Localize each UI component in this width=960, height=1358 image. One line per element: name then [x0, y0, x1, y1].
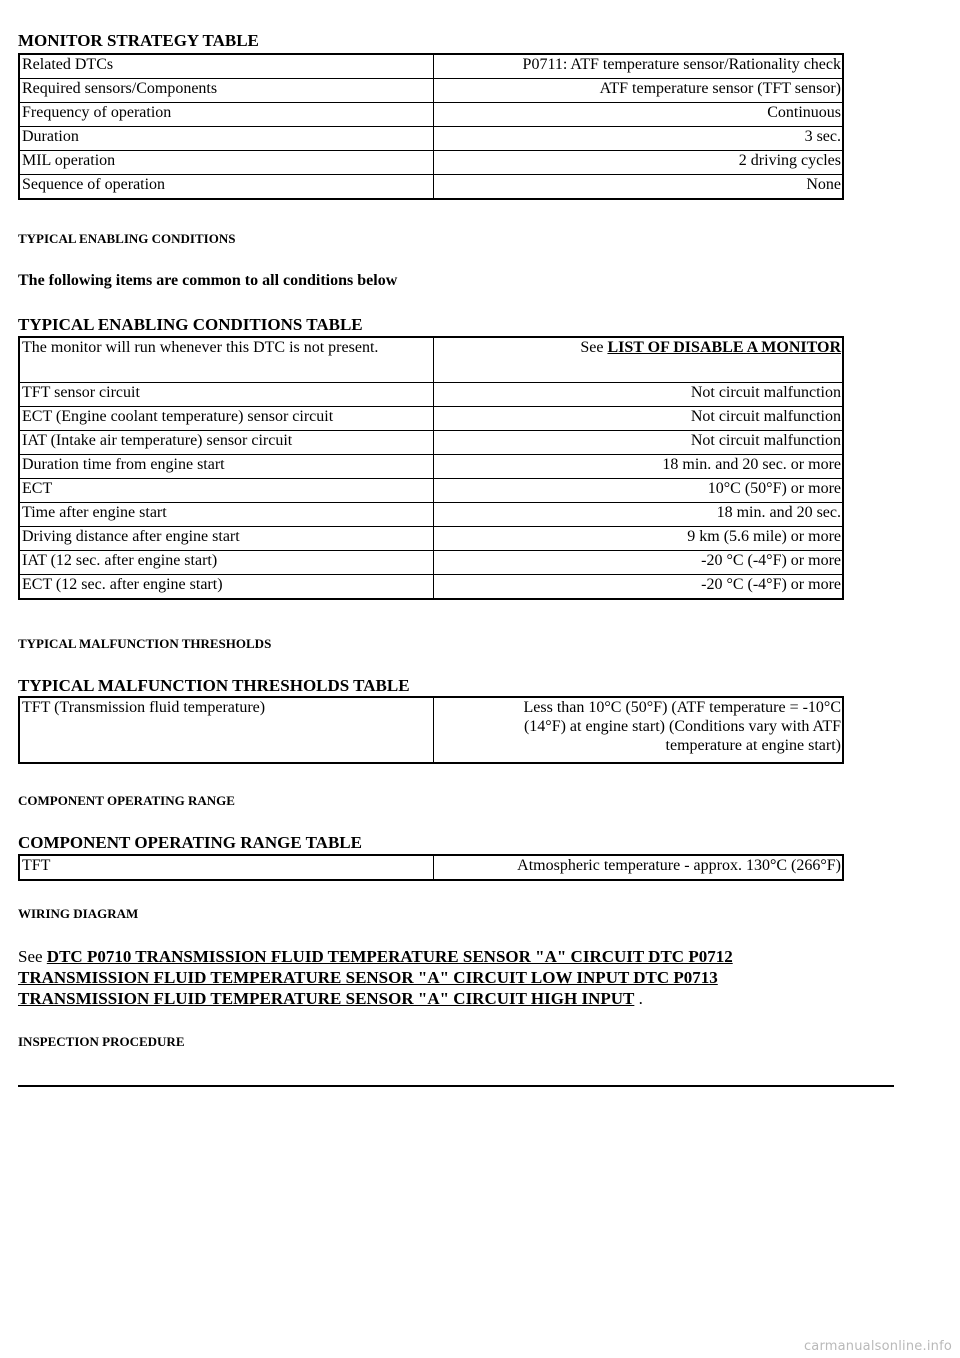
enabling-table — [18, 336, 844, 600]
table-cell: 3 sec. — [434, 127, 844, 151]
table-cell: ECT (12 sec. after engine start) — [19, 575, 434, 600]
table-row — [19, 337, 843, 383]
disable-monitor-link[interactable]: LIST OF DISABLE A MONITOR — [607, 339, 841, 356]
table-cell: Continuous — [434, 103, 844, 127]
enabling-table-title: TYPICAL ENABLING CONDITIONS TABLE — [18, 315, 363, 334]
value-line: temperature at engine start) — [665, 737, 841, 754]
table-row — [19, 697, 843, 763]
table-row — [19, 383, 843, 407]
table-cell: MIL operation — [19, 151, 434, 175]
dtc-p0710-link[interactable]: DTC P0710 TRANSMISSION FLUID TEMPERATURE SENSOR "A" CIRCUIT DTC P0712 TRANSMISSION FLUID TEMPERATURE SENSOR "A" CIRCUIT LOW INPUT DTC P0713 TRANSMISSION FLUID TEMPERATURE SENSOR "A" CIRCUIT HIGH INPUT — [18, 947, 733, 1008]
table-cell: Required sensors/Components — [19, 79, 434, 103]
table-row — [19, 407, 843, 431]
table-cell — [434, 337, 844, 383]
table-cell: Duration time from engine start — [19, 455, 434, 479]
value-line: Less than 10°C (50°F) (ATF temperature = -10°C — [523, 699, 841, 716]
monitor-strategy-title: MONITOR STRATEGY TABLE — [18, 31, 259, 50]
table-cell: Time after engine start — [19, 503, 434, 527]
table-row — [19, 175, 843, 200]
table-row — [19, 575, 843, 600]
table-cell: Related DTCs — [19, 54, 434, 79]
table-row — [19, 79, 843, 103]
table-cell: Not circuit malfunction — [434, 431, 844, 455]
table-cell: Atmospheric temperature - approx. 130°C (266°F) — [434, 855, 844, 880]
table-cell: ECT — [19, 479, 434, 503]
watermark: carmanualsonline.info — [803, 1339, 952, 1354]
table-cell: Not circuit malfunction — [434, 407, 844, 431]
see-prefix: See — [18, 947, 47, 966]
table-cell: -20 °C (-4°F) or more — [434, 551, 844, 575]
enabling-section-heading: TYPICAL ENABLING CONDITIONS — [18, 231, 236, 246]
table-cell: TFT — [19, 855, 434, 880]
table-cell: 9 km (5.6 mile) or more — [434, 527, 844, 551]
table-cell: 18 min. and 20 sec. — [434, 503, 844, 527]
table-cell: Driving distance after engine start — [19, 527, 434, 551]
operating-range-table-title: COMPONENT OPERATING RANGE TABLE — [18, 833, 362, 852]
malfunction-table — [18, 696, 844, 764]
table-cell: Frequency of operation — [19, 103, 434, 127]
table-row — [19, 455, 843, 479]
table-cell: 18 min. and 20 sec. or more — [434, 455, 844, 479]
table-row — [19, 431, 843, 455]
horizontal-divider — [18, 1085, 894, 1087]
wiring-section-heading: WIRING DIAGRAM — [18, 906, 139, 921]
table-cell: ATF temperature sensor (TFT sensor) — [434, 79, 844, 103]
table-cell: None — [434, 175, 844, 200]
table-cell: IAT (Intake air temperature) sensor circuit — [19, 431, 434, 455]
table-cell: 2 driving cycles — [434, 151, 844, 175]
operating-range-section-heading: COMPONENT OPERATING RANGE — [18, 793, 235, 808]
table-row — [19, 527, 843, 551]
table-cell: Sequence of operation — [19, 175, 434, 200]
operating-range-table — [18, 854, 844, 881]
table-cell: The monitor will run whenever this DTC is not present. — [19, 337, 434, 383]
malfunction-table-title: TYPICAL MALFUNCTION THRESHOLDS TABLE — [18, 676, 410, 695]
inspection-section-heading: INSPECTION PROCEDURE — [18, 1034, 185, 1049]
table-row — [19, 54, 843, 79]
table-cell — [434, 697, 844, 763]
table-row — [19, 151, 843, 175]
table-row — [19, 479, 843, 503]
table-cell: TFT (Transmission fluid temperature) — [19, 697, 434, 763]
wiring-see-paragraph — [18, 946, 844, 1009]
table-row — [19, 503, 843, 527]
table-cell: Not circuit malfunction — [434, 383, 844, 407]
table-cell: P0711: ATF temperature sensor/Rationality check — [434, 54, 844, 79]
malfunction-section-heading: TYPICAL MALFUNCTION THRESHOLDS — [18, 636, 272, 651]
common-conditions-note: The following items are common to all conditions below — [18, 272, 398, 289]
value-line: (14°F) at engine start) (Conditions vary with ATF — [523, 718, 841, 735]
see-prefix: See — [580, 339, 608, 356]
monitor-strategy-table — [18, 53, 844, 200]
table-row — [19, 127, 843, 151]
see-suffix: . — [634, 989, 643, 1008]
table-cell: -20 °C (-4°F) or more — [434, 575, 844, 600]
table-cell: 10°C (50°F) or more — [434, 479, 844, 503]
table-cell: Duration — [19, 127, 434, 151]
table-cell: IAT (12 sec. after engine start) — [19, 551, 434, 575]
table-row — [19, 103, 843, 127]
table-cell: ECT (Engine coolant temperature) sensor circuit — [19, 407, 434, 431]
table-row — [19, 551, 843, 575]
table-cell: TFT sensor circuit — [19, 383, 434, 407]
table-row — [19, 855, 843, 880]
